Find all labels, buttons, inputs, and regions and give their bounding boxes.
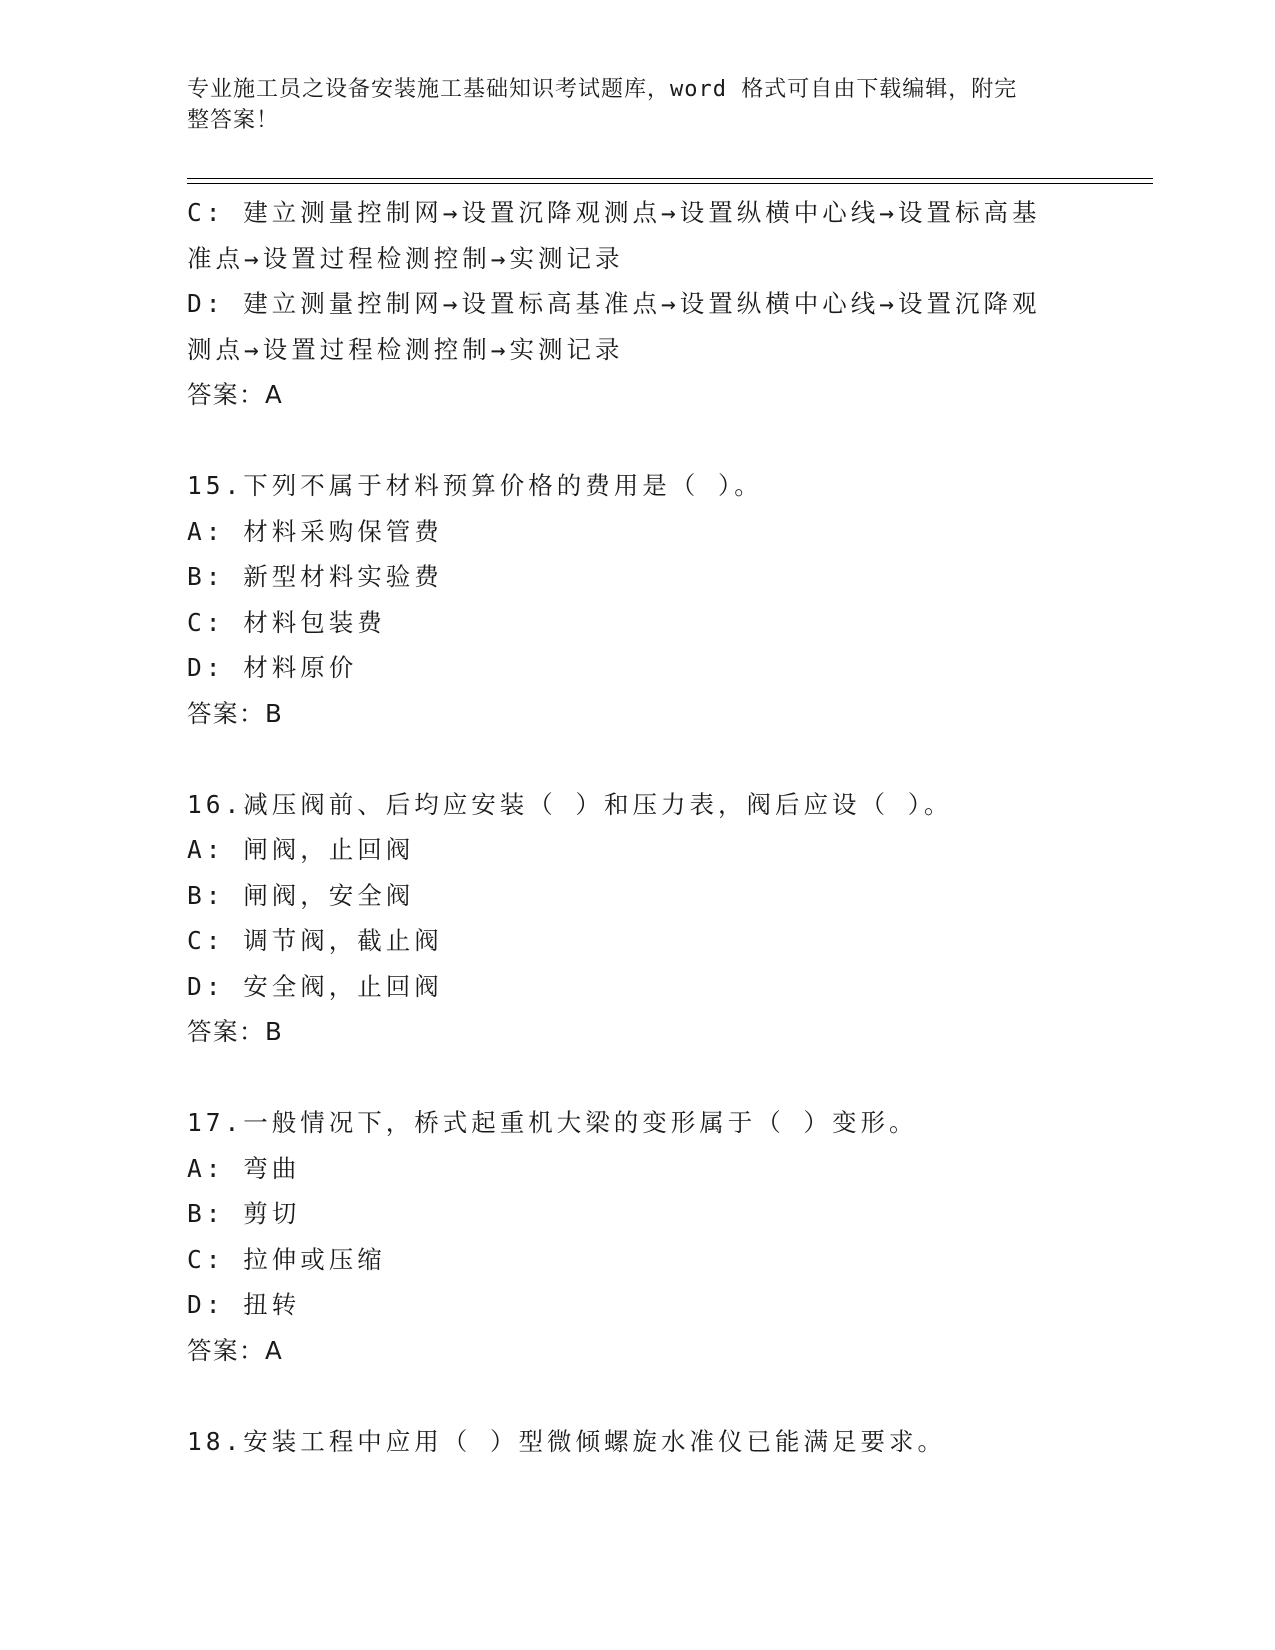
spacer xyxy=(187,1055,1087,1101)
question-stem: 17.一般情况下，桥式起重机大梁的变形属于（ ）变形。 xyxy=(187,1108,918,1137)
option-d: D: 材料原价 xyxy=(187,653,358,682)
question-stem: 15.下列不属于材料预算价格的费用是（ ）。 xyxy=(187,471,763,500)
option-c: C: 调节阀，截止阀 xyxy=(187,926,443,955)
question-17 xyxy=(187,1100,1087,1373)
option-c-line-2: 准点→设置过程检测控制→实测记录 xyxy=(187,243,624,273)
header-divider-bottom xyxy=(187,183,1153,184)
answer: 答案：A xyxy=(187,380,284,409)
option-a: A: 弯曲 xyxy=(187,1153,301,1183)
spacer xyxy=(187,736,1087,782)
header-divider-top xyxy=(187,178,1153,179)
option-b: B: 新型材料实验费 xyxy=(187,562,443,591)
question-16 xyxy=(187,782,1087,1055)
question-stem: 18.安装工程中应用（ ）型微倾螺旋水准仪已能满足要求。 xyxy=(187,1426,946,1456)
answer: 答案：B xyxy=(187,1017,284,1046)
option-c: C: 拉伸或压缩 xyxy=(187,1244,386,1274)
question-18 xyxy=(187,1419,1087,1465)
option-c: C: 材料包装费 xyxy=(187,607,386,637)
option-d-line-1: D: 建立测量控制网→设置标高基准点→设置纵横中心线→设置沉降观 xyxy=(187,289,1041,318)
header-line-2: 整答案！ xyxy=(187,108,280,133)
option-d: D: 扭转 xyxy=(187,1290,301,1319)
question-14-continued xyxy=(187,190,1087,418)
header-line-1: 专业施工员之设备安装施工基础知识考试题库，word 格式可自由下载编辑，附完 xyxy=(187,77,1018,102)
option-d-line-2: 测点→设置过程检测控制→实测记录 xyxy=(187,334,624,364)
option-c-line-1: C: 建立测量控制网→设置沉降观测点→设置纵横中心线→设置标高基 xyxy=(187,198,1041,227)
question-stem: 16.减压阀前、后均应安装（ ）和压力表，阀后应设（ ）。 xyxy=(187,789,953,819)
document-header xyxy=(187,74,1067,136)
option-d: D: 安全阀，止回阀 xyxy=(187,971,443,1001)
spacer xyxy=(187,1373,1087,1419)
question-list xyxy=(187,190,1087,1464)
answer: 答案：B xyxy=(187,698,284,728)
option-a: A: 闸阀，止回阀 xyxy=(187,835,415,864)
answer: 答案：A xyxy=(187,1335,284,1365)
spacer xyxy=(187,418,1087,464)
option-b: B: 闸阀，安全阀 xyxy=(187,880,415,910)
option-a: A: 材料采购保管费 xyxy=(187,516,443,546)
option-b: B: 剪切 xyxy=(187,1199,301,1228)
question-15 xyxy=(187,463,1087,736)
